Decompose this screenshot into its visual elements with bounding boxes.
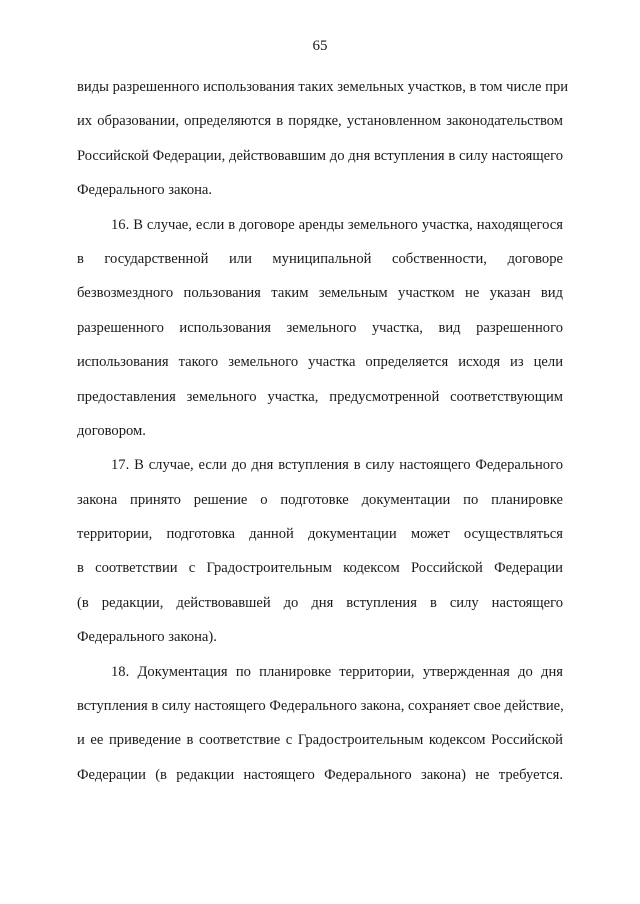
text-line: вступления в силу настоящего Федерального закона, сохраняет свое действие, [77,698,564,715]
paragraph-continuation [77,70,569,208]
paragraph-18 [77,655,563,793]
text-line: их образовании, определяются в порядке, установленном законодательством [77,113,563,130]
text-line: территории, подготовка данной документации может осуществляться [77,526,563,543]
text-line: 18. Документация по планировке территории, утвержденная до дня [111,663,563,680]
text-line: безвозмездного пользования таким земельным участком не указан вид [77,285,563,302]
text-line: в соответствии с Градостроительным кодексом Российской Федерации [77,560,563,577]
paragraph-16 [77,208,563,449]
text-line: в государственной или муниципальной собственности, договоре [77,250,563,267]
page-number: 65 [312,38,328,54]
text-line: разрешенного использования земельного участка, вид разрешенного [77,319,563,336]
text-line: (в редакции, действовавшей до дня вступления в силу настоящего [77,594,563,611]
text-line: предоставления земельного участка, предусмотренной соответствующим [77,388,563,405]
text-line: использования такого земельного участка определяется исходя из цели [77,354,563,371]
text-line: закона принято решение о подготовке документации по планировке [77,491,563,508]
text-line: договором. [77,422,146,439]
text-line: Российской Федерации, действовавшим до дня вступления в силу настоящего [77,147,563,164]
text-line: Федерального закона). [77,629,217,646]
paragraph-17 [77,448,563,654]
text-line: и ее приведение в соответствие с Градостроительным кодексом Российской [77,732,563,749]
document-body [77,70,569,792]
text-line: Федерации (в редакции настоящего Федерального закона) не требуется. [77,766,563,783]
text-line: 16. В случае, если в договоре аренды земельного участка, находящегося [111,216,563,233]
text-line: Федерального закона. [77,182,213,199]
text-line: 17. В случае, если до дня вступления в силу настоящего Федерального [111,457,563,474]
text-line: виды разрешенного использования таких земельных участков, в том числе при [77,79,569,95]
